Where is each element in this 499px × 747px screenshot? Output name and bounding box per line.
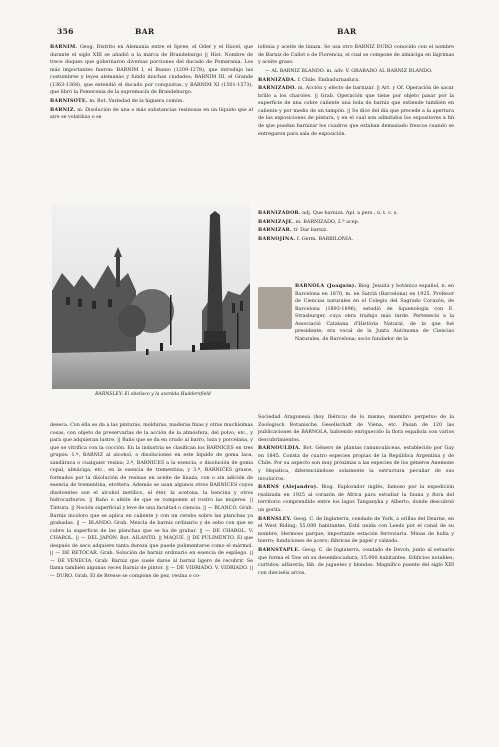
- definition: — AL BARNIZ BLANDO. m. adv. V. GRABADO AL BARNIZ BLANDO.: [265, 67, 433, 74]
- headword: BARNIZAR.: [258, 227, 292, 234]
- entry-barnizado: [258, 85, 454, 138]
- entry-barniz: [50, 107, 253, 122]
- definition: lofonia y aceite de linaza. Se usa otro BARNIZ DURO conocido con el nombre de Barniz de Callot o de Florencia, el cual se compone de almáciga en lágrimas y aceite graso.: [258, 44, 454, 66]
- entry-barns: [258, 484, 454, 514]
- definition: Geog. C. de Inglaterra, condado de Devon, junto al estuario que forma el Taw en su desembocadura; 15.000 habitantes. Edificios notables; curtidos; alfarería; fáb. de juguetes y blondas. Magnífico puente del siglo XIII con dieciséis arcos.: [258, 547, 454, 576]
- column-left-bottom: [50, 422, 253, 732]
- definition: m. BARNIZADO, 2.ª acep.: [295, 218, 360, 225]
- column-right-top: [258, 44, 454, 202]
- headword: BARNIZAJE.: [258, 218, 295, 225]
- headword: BARNSLEY.: [258, 515, 292, 522]
- running-head-left: BAR: [135, 27, 155, 36]
- column-left-top: [50, 44, 253, 202]
- headword: BARNIZ.: [50, 106, 76, 113]
- headword: BARNIZADOR.: [258, 210, 301, 216]
- definition: Biog. Explorador inglés, famoso por la expedición realizada en 1925 al corazón de África para estudiar la fauna y flora del territorio comprendido entre los lagos Tanganyka y Alberto, donde descubrió un gorila.: [258, 484, 454, 513]
- barnsley-street-photo: [52, 203, 250, 389]
- headword: BARNOLA (Joaquín).: [295, 283, 357, 289]
- column-right-middle: [258, 210, 454, 245]
- headword: BARNS (Alejandro).: [258, 484, 319, 491]
- definition: f. Chile. Embadurnadura.: [297, 76, 360, 83]
- definition: Geog. C. de Inglaterra, condado de York, a orillas del Dearne, en el West Riding; 55.000 habitantes. Está unida con Leeds por el canal de su nombre. Hermoso parque; importante estación ferroviaria. Minas de hulla y hierro; fundiciones de acero; fábricas de papel y calzado.: [258, 515, 454, 545]
- entry-barnola: [295, 283, 454, 343]
- headword: BARNIZADO.: [258, 85, 297, 92]
- entry-barnsley: [258, 516, 454, 546]
- entry-barnstaple: [258, 547, 454, 577]
- definition: Geog. Distrito en Alemania entre el Spree, el Oder y el Havel, que durante el siglo XIII se añadió a la marca de Brandeburgo || Hist. Nombre de trece duques que gobernaron diversas porciones del ducado de Pomerania. Los más importantes fueron: BARNIM I, el Bueno (1209-1278), que introdujo las costumbres y leyes alemanas y fundó muchas ciudades; BARNIM III, el Grande (1363-1368), que extendió el ducado por conquistas, y BARNIM XI (1501-1573), que libró la Pomerania de la supremacía de Brandeburgo.: [50, 44, 253, 96]
- headword: BARNOJINA.: [258, 236, 296, 243]
- running-head-right: BAR: [337, 27, 357, 36]
- headword: BARNSTAPLE.: [258, 547, 301, 554]
- entry-barnizador: [258, 210, 454, 218]
- entry-barnola-continuation: [258, 414, 454, 444]
- entry-barnouldia: [258, 445, 454, 483]
- entry-barnizaje: [258, 219, 454, 227]
- definition: deseca. Con ella se da a las pinturas, molduras, maderas finas y otras muchísimas cosas, con objeto de preservarlas de la acción de la atmósfera, del polvo, etc., y para que adquieran lustre. || Baño que se da en crudo al barro, loza y porcelana, y que se vitrifica con la cocción. En la industria se clasifican los BARNICES en tres grupos: 1.º, BARNIZ al alcohol, o disoluciones en este líquido de goma laca, sandáraca o cualquier resina; 2.º, BARNICES a la esencia, o disolución de goma copal, almáciga, etc., en la esencia de trementina; y 3.º, BARNICES grasos, formados por la disolución de resinas en aceite de linaza, con o sin adición de esencia de trementina, etcétera. Además se usan algunos otros BARNICES cuyos disolventes son el alcohol metílico, el éter, la acetona, la bencina y otros hidrocarburos. || Baño o afeite de que se componen el rostro las mujeres. || Tintura. || Noción superficial y leve de una facultad o ciencia. || — BLANCO. Grab. Barniz incoloro que se aplica en caliente y con un cerebo sobre las planchas ya grabadas. || — BLANDO. Grab. Mezcla de barniz ordinario y de sebo con que se cubre la superficie de las planchas que se ha de grabar. || — DE CHAROL. V. CHAROL. || — DEL JAPÓN. Bot. AILANTO. || MAQUE. || DE PULIMENTO. El que después de seco adquiere tanta dureza que puede pulimentarse como el mármol. || — DE RETOCAR. Grab. Solución de barniz ordinario en esencia de espliego. || — DE VENECIA. Grab. Barniz que suele darse al barniz ligero de recubrir. Se llama también algunas veces Barniz de pintor. || — DE VIDRIADO. V. VIDRIADO. || — DURO. Grab. El de Bresse se compone de pez, resina o co-: [50, 422, 253, 579]
- photo-caption: BARNSLEY: El obelisco y la avenida Huddersfield: [95, 392, 211, 397]
- photo-barnsley: [52, 203, 250, 389]
- definition: f. Germ. BARBILONIA.: [297, 236, 353, 243]
- definition: tr. Dar barniz.: [293, 227, 328, 234]
- definition: adj. Que barniza. Apl. a pers., ú. t. c. s.: [302, 210, 398, 216]
- definition: m. Disolución de una o más substancias resinosas en un líquido que al aire se volatiliza o se: [50, 106, 253, 121]
- definition: Bot. Género de plantas ranunculáceas, establecido por Gay en 1845. Consta de cuatro especies propias de la República Argentina y de Chile. Por su aspecto son muy próximas a las especies de los géneros Anemone y Hepatica, diferenciándose solamente la estructura peculiar de sus involucros.: [258, 445, 454, 482]
- headword: BARNIM.: [50, 44, 78, 50]
- entry-al-barniz-blando: [258, 68, 454, 76]
- headword: BARNIZADA.: [258, 76, 297, 83]
- entry-continuation: [258, 44, 454, 67]
- entry-barnojina: [258, 236, 454, 244]
- definition: m. Bot. Variedad de la higuera común.: [89, 98, 184, 105]
- entry-barnizada: [258, 77, 454, 85]
- definition: Sociedad Aragonesa (hoy Ibérica) de lo mismo; miembro perpetuo de la Zoologisch Botanische Gesellschaft de Viena, etc. Pasan de 120 las publicaciones de BARNOLA, habiendo enriquecido la flora española con varios descubrimientos.: [258, 414, 454, 443]
- portrait-barnola: [258, 287, 292, 329]
- headword: BARNISOTE.: [50, 98, 88, 105]
- page-number: 356: [57, 27, 74, 36]
- entry-barniz-continuation: [50, 422, 253, 580]
- headword: BARNOULDIA.: [258, 445, 301, 452]
- entry-barnisote: [50, 98, 253, 106]
- column-right-bottom: [258, 414, 454, 732]
- entry-barnizar: [258, 227, 454, 235]
- definition: m. Acción y efecto de barnizar. || Art. y Of. Operación de sacar brillo a los charoles. || Grab. Operación que tiene por objeto pasar por la superficie de una cobre caliente una bola de barniz que extiende también en caliente y por medio de un tampón. || Se dice del día que precede a la apertura de las exposiciones de pintura, y en el cual son admitidos los expositores a fin de que puedan barnizar los cuadros que estaban demasiado frescos cuando se entregaron para sala de exposición.: [258, 85, 454, 137]
- entry-barnim: [50, 44, 253, 97]
- definition: Biog. Jesuita y botánico español, n. en Barcelona en 1870, m. en Sarriá (Barcelona) en 1925. Profesor de Ciencias naturales en el Colegio del Sagrado Corazón, de Barcelona (1893-1896), estudió de liquenología con E. Strasburger, cuya obra tradujo más tarde. Perteneció a la Associació Catalana d'Història Natural, de la que fué presidente; era vocal de la Junta Autónoma de Ciencias Naturales, de Barcelona; socio fundador de la: [295, 283, 454, 342]
